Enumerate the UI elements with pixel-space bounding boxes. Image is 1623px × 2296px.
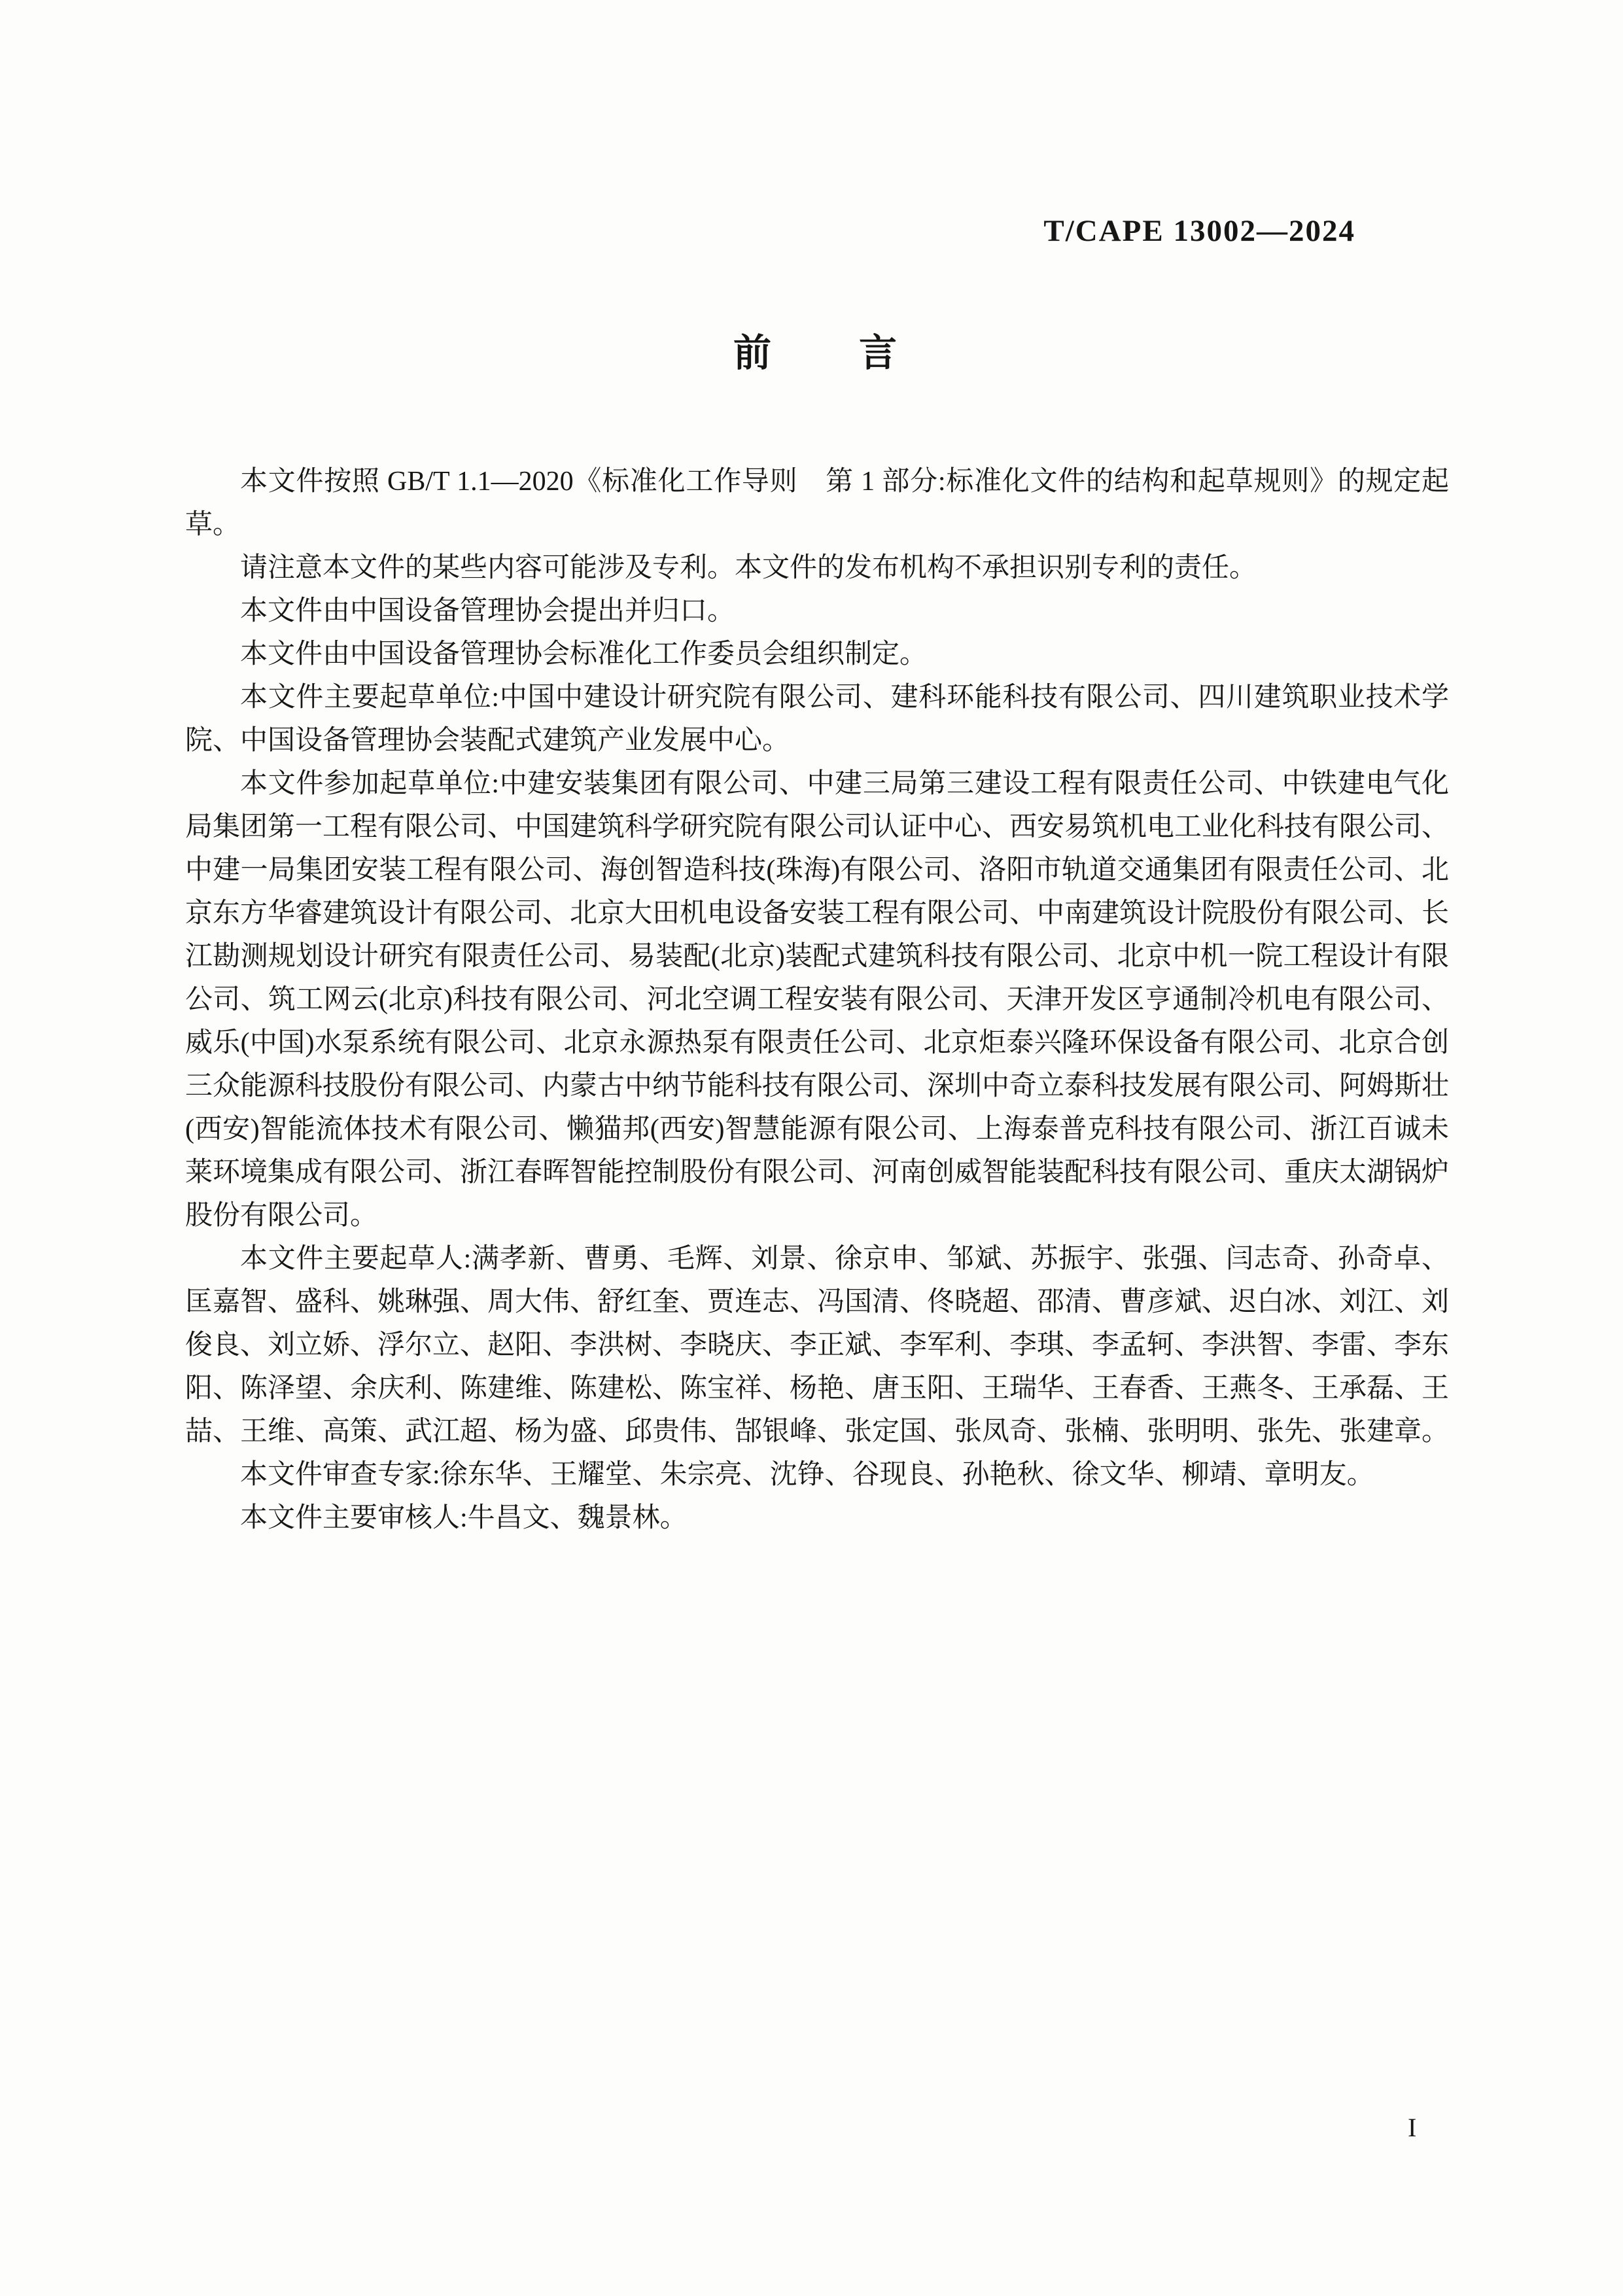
page-title: 前 言 [733,332,901,374]
doc-code: T/CAPE 13002—2024 [1043,214,1355,248]
page-number: I [1408,2113,1417,2142]
foreword-paragraph-participating-units: 本文件参加起草单位:中建安装集团有限公司、中建三局第三建设工程有限责任公司、中铁建电气化局集团第一工程有限公司、中国建筑科学研究院有限公司认证中心、西安易筑机电工业化科技有限公司、中建一局集团安装工程有限公司、海创智造科技(珠海)有限公司、洛阳市轨道交通集团有限责任公司、北京东方华睿建筑设计有限公司、北京大田机电设备安装工程有限公司、中南建筑设计院股份有限公司、长江勘测规划设计研究有限责任公司、易装配(北京)装配式建筑科技有限公司、北京中机一院工程设计有限公司、筑工网云(北京)科技有限公司、河北空调工程安装有限公司、天津开发区亨通制冷机电有限公司、威乐(中国)水泵系统有限公司、北京永源热泵有限责任公司、北京炬泰兴隆环保设备有限公司、北京合创三众能源科技股份有限公司、内蒙古中纳节能科技有限公司、深圳中奇立泰科技发展有限公司、阿姆斯壮(西安)智能流体技术有限公司、懒猫邦(西安)智慧能源有限公司、上海泰普克科技有限公司、浙江百诚未莱环境集成有限公司、浙江春晖智能控制股份有限公司、河南创威智能装配科技有限公司、重庆太湖锅炉股份有限公司。 [185,769,1450,1231]
foreword-paragraph-proposed-by: 本文件由中国设备管理协会提出并归口。 [240,596,735,626]
foreword-paragraph-organized-by: 本文件由中国设备管理协会标准化工作委员会组织制定。 [240,639,928,669]
foreword-paragraph-review-experts: 本文件审查专家:徐东华、王耀堂、朱宗亮、沈铮、谷现良、孙艳秋、徐文华、柳靖、章明友。 [240,1460,1374,1490]
foreword-paragraph-main-drafting-units: 本文件主要起草单位:中国中建设计研究院有限公司、建科环能科技有限公司、四川建筑职业技术学院、中国设备管理协会装配式建筑产业发展中心。 [185,682,1449,756]
foreword-paragraph-main-drafters: 本文件主要起草人:满孝新、曹勇、毛辉、刘景、徐京申、邹斌、苏振宇、张强、闫志奇、孙奇卓、匡嘉智、盛科、姚琳强、周大伟、舒红奎、贾连志、冯国清、佟晓超、邵清、曹彦斌、迟白冰、刘江、刘俊良、刘立娇、浮尔立、赵阳、李洪树、李晓庆、李正斌、李军利、李琪、李孟轲、李洪智、李雷、李东阳、陈泽望、余庆利、陈建维、陈建松、陈宝祥、杨艳、唐玉阳、王瑞华、王春香、王燕冬、王承磊、王喆、王维、高策、武江超、杨为盛、邱贵伟、郜银峰、张定国、张凤奇、张楠、张明明、张先、张建章。 [185,1244,1450,1447]
foreword-body [185,460,1449,1540]
foreword-paragraph-drafting-rules: 本文件按照 GB/T 1.1—2020《标准化工作导则 第 1 部分:标准化文件的结构和起草规则》的规定起草。 [185,467,1449,540]
foreword-paragraph-patent-notice: 请注意本文件的某些内容可能涉及专利。本文件的发布机构不承担识别专利的责任。 [240,553,1257,583]
foreword-paragraph-main-verifiers: 本文件主要审核人:牛昌文、魏景林。 [240,1503,688,1533]
